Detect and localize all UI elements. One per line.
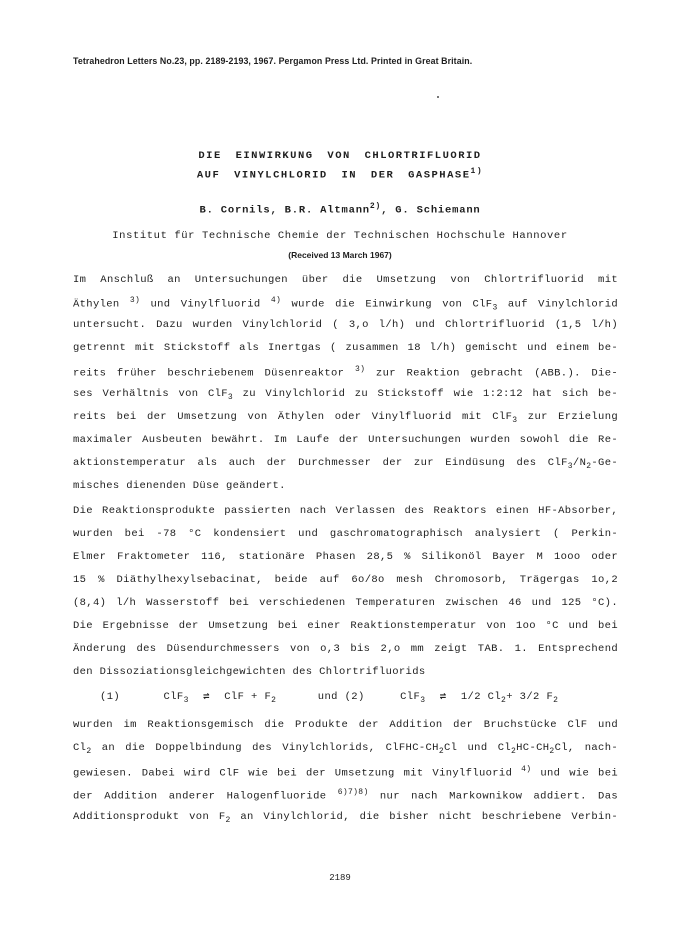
subscript: 2 bbox=[549, 747, 555, 757]
body-line: 15 % Diäthylhexylsebacinat, beide auf 6o/8o mesh Chromosorb, Trägergas 1o,2 bbox=[73, 574, 618, 586]
subscript: 2 bbox=[553, 696, 559, 706]
footnote-ref: 3) bbox=[354, 365, 366, 374]
body-line: untersucht. Dazu wurden Vinylchlorid ( 3,o l/h) und Chlortrifluorid (1,5 l/h) bbox=[73, 319, 618, 331]
eq2-left: ClF bbox=[400, 691, 421, 703]
subscript: 2 bbox=[271, 696, 277, 706]
authors bbox=[0, 202, 680, 217]
subscript: 2 bbox=[511, 747, 517, 757]
text: Cl bbox=[73, 742, 87, 754]
author-2: , G. Schiemann bbox=[381, 204, 481, 217]
text: auf Vinylchlorid bbox=[497, 298, 618, 311]
body-line bbox=[73, 457, 618, 471]
body-line: Die Reaktionsprodukte passierten nach Verlassen des Reaktors einen HF-Absorber, bbox=[73, 505, 618, 517]
subscript: 3 bbox=[512, 416, 518, 426]
subscript: 3 bbox=[227, 393, 234, 403]
body-line: misches dienenden Düse geändert. bbox=[73, 480, 286, 492]
text: der Addition anderer Halogenfluoride bbox=[73, 790, 338, 803]
body-line bbox=[73, 411, 618, 425]
body-line: wurden bei -78 °C kondensiert und gaschromatographisch analysiert ( Perkin- bbox=[73, 528, 618, 540]
title-line-2 bbox=[0, 167, 680, 182]
body-line bbox=[73, 811, 618, 825]
text: zu Vinylchlorid zu Stickstoff wie 1:2:12 hat sich be- bbox=[233, 388, 619, 400]
text: zur Reaktion gebracht (ABB.). Die- bbox=[365, 367, 618, 380]
text: wurde die Einwirkung von ClF bbox=[281, 298, 493, 311]
subscript: 3 bbox=[420, 696, 426, 706]
subscript: 2 bbox=[86, 747, 92, 757]
text: zur Erzielung bbox=[517, 411, 618, 423]
text: Cl und Cl bbox=[443, 742, 511, 754]
journal-header: Tetrahedron Letters No.23, pp. 2189-2193, 1967. Pergamon Press Ltd. Printed in Great Britain. bbox=[73, 56, 473, 66]
footnote-ref: 4) bbox=[270, 296, 282, 305]
subscript: 2 bbox=[438, 747, 444, 757]
eq-number-1: (1) bbox=[100, 691, 121, 703]
text: an die Doppelbindung des Vinylchlorids, ClFHC-CH bbox=[91, 742, 439, 754]
subscript: 3 bbox=[492, 303, 498, 313]
body-line bbox=[73, 388, 618, 402]
subscript: 2 bbox=[586, 462, 592, 472]
body-line bbox=[73, 788, 618, 803]
body-line bbox=[73, 742, 618, 756]
body-line: Änderung des Düsendurchmessers von o,3 bis 2,o mm zeigt TAB. 1. Entsprechend bbox=[73, 643, 618, 655]
subscript: 3 bbox=[567, 462, 573, 472]
text: -Ge- bbox=[591, 457, 618, 469]
equilibrium-arrow-icon: ⇌ bbox=[439, 691, 447, 703]
eq1-right: ClF + F bbox=[224, 691, 272, 703]
subscript: 2 bbox=[501, 696, 507, 706]
text: reits früher beschriebenem Düsenreaktor bbox=[73, 367, 355, 380]
body-line bbox=[73, 365, 618, 380]
body-line: maximaler Ausbeuten bewährt. Im Laufe der Untersuchungen wurden sowohl die Re- bbox=[73, 434, 618, 446]
footnote-ref: 3) bbox=[129, 296, 141, 305]
text: Additionsprodukt von F bbox=[73, 811, 226, 823]
title-line-1: DIE EINWIRKUNG VON CHLORTRIFLUORID bbox=[198, 150, 482, 162]
eq1-left: ClF bbox=[163, 691, 184, 703]
text: HC-CH bbox=[516, 742, 550, 754]
body-line: Elmer Fraktometer 116, stationäre Phasen 28,5 % Silikonöl Bayer M 1ooo oder bbox=[73, 551, 618, 563]
body-line bbox=[73, 296, 618, 313]
footnote-ref: 4) bbox=[521, 765, 532, 774]
equation bbox=[100, 690, 558, 705]
footnote-ref: 6)7)8) bbox=[337, 788, 369, 797]
body-line: Im Anschluß an Untersuchungen über die Umsetzung von Chlortrifluorid mit bbox=[73, 274, 618, 286]
text: an Vinylchlorid, die bisher nicht beschriebene Verbin- bbox=[230, 811, 618, 823]
text: und wie bei bbox=[531, 767, 619, 780]
eq-number-2: und (2) bbox=[317, 691, 365, 703]
text: gewiesen. Dabei wird ClF wie bei der Umsetzung mit Vinylfluorid bbox=[73, 767, 522, 780]
text: /N bbox=[572, 457, 587, 469]
text: aktionstemperatur als auch der Durchmesser der zur Eindüsung des ClF bbox=[73, 457, 568, 469]
text: Cl, nach- bbox=[554, 742, 619, 754]
text: und Vinylfluorid bbox=[140, 298, 271, 311]
author-1: B. Cornils, B.R. Altmann bbox=[199, 204, 370, 217]
eq2-right-2: + 3/2 F bbox=[506, 691, 554, 703]
institute: Institut für Technische Chemie der Technischen Hochschule Hannover bbox=[112, 230, 568, 242]
footnote-ref: 1) bbox=[470, 167, 484, 176]
scan-speck bbox=[437, 96, 439, 98]
text: nur nach Markownikow addiert. Das bbox=[368, 790, 618, 803]
body-line: getrennt mit Stickstoff als Inertgas ( zusammen 18 l/h) gemischt und einem be- bbox=[73, 342, 618, 354]
footnote-ref: 2) bbox=[369, 202, 382, 211]
equilibrium-arrow-icon: ⇌ bbox=[203, 691, 210, 703]
subscript: 3 bbox=[183, 696, 189, 706]
eq2-right-1: 1/2 Cl bbox=[460, 691, 502, 703]
body-line bbox=[73, 765, 618, 780]
title-line-2-text: AUF VINYLCHLORID IN DER GASPHASE bbox=[196, 169, 471, 182]
subscript: 2 bbox=[225, 816, 231, 826]
body-line: wurden im Reaktionsgemisch die Produkte der Addition der Bruchstücke ClF und bbox=[73, 719, 618, 731]
text: reits bei der Umsetzung von Äthylen oder Vinylfluorid mit ClF bbox=[73, 411, 513, 423]
body-line: den Dissoziationsgleichgewichten des Chlortrifluorids bbox=[73, 666, 426, 678]
received-date: (Received 13 March 1967) bbox=[288, 250, 392, 260]
body-line: Die Ergebnisse der Umsetzung bei einer Reaktionstemperatur von 1oo °C und bei bbox=[73, 620, 618, 632]
text: Äthylen bbox=[73, 298, 130, 311]
body-line: (8,4) l/h Wasserstoff bei verschiedenen Temperaturen zwischen 46 und 125 °C). bbox=[73, 597, 618, 609]
page-number: 2189 bbox=[329, 873, 351, 883]
text: ses Verhältnis von ClF bbox=[73, 388, 228, 400]
